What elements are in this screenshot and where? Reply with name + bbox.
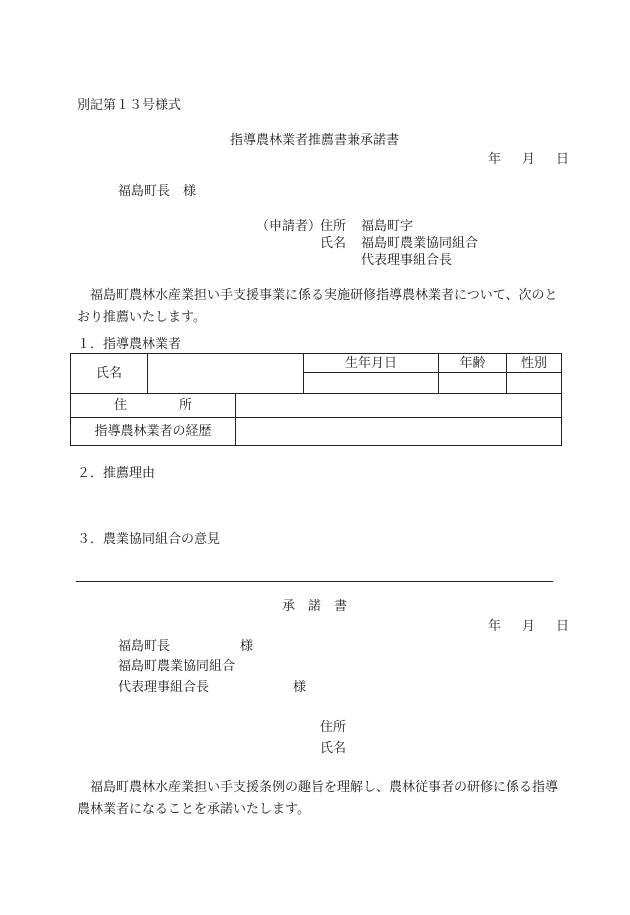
document-title: 指導農林業者推薦書兼承諾書 bbox=[230, 133, 400, 148]
consent-name-label: 氏名 bbox=[320, 741, 347, 756]
career-header-cell bbox=[71, 418, 236, 446]
consent-address-label: 住所 bbox=[320, 720, 347, 735]
name-header: 氏名 bbox=[95, 366, 122, 381]
applicant-label: （申請者） bbox=[256, 219, 322, 234]
career-value-cell[interactable] bbox=[236, 418, 562, 446]
trainer-table bbox=[70, 353, 562, 446]
applicant-name-label: 氏名 bbox=[320, 236, 347, 251]
consent-addressee-coop: 福島町農業協同組合 bbox=[118, 659, 236, 674]
consent-honorific-mayor: 様 bbox=[240, 639, 254, 654]
birthdate-value-cell[interactable] bbox=[304, 373, 439, 394]
address-value-cell[interactable] bbox=[236, 394, 562, 418]
consent-addressee-mayor: 福島町長 bbox=[118, 639, 171, 654]
applicant-address-label: 住所 bbox=[320, 219, 347, 234]
name-header-cell bbox=[71, 354, 148, 394]
address-header-cell bbox=[71, 394, 236, 418]
intro-paragraph-text: 福島町農林水産業担い手支援事業に係る実施研修指導農林業者について、次のとおり推薦いたします。 bbox=[77, 288, 558, 325]
sex-value-cell[interactable] bbox=[507, 373, 562, 394]
age-value-cell[interactable] bbox=[439, 373, 507, 394]
intro-paragraph bbox=[77, 285, 563, 329]
applicant-address-value: 福島町字 bbox=[361, 219, 414, 234]
career-header: 指導農林業者の経歴 bbox=[94, 424, 212, 439]
age-header: 年齢 bbox=[459, 355, 486, 371]
name-value-cell[interactable] bbox=[148, 354, 304, 394]
applicant-name-value: 福島町農業協同組合 bbox=[361, 236, 479, 251]
consent-addressee-representative: 代表理事組合長 bbox=[118, 680, 210, 695]
consent-date-line: 年 月 日 bbox=[488, 619, 574, 634]
birthdate-header: 生年月日 bbox=[344, 355, 397, 371]
sex-header: 性別 bbox=[520, 355, 547, 371]
form-number: 別記第１３号様式 bbox=[77, 98, 182, 113]
section2-heading: ２．推薦理由 bbox=[77, 466, 156, 481]
birthdate-header-cell bbox=[304, 354, 439, 373]
consent-title: 承 諾 書 bbox=[282, 599, 348, 614]
sex-header-cell bbox=[507, 354, 562, 373]
section3-heading: ３．農業協同組合の意見 bbox=[77, 532, 221, 547]
consent-paragraph bbox=[77, 777, 563, 821]
applicant-representative: 代表理事組合長 bbox=[361, 253, 453, 268]
consent-paragraph-text: 福島町農林水産業担い手支援条例の趣旨を理解し、農林従事者の研修に係る指導農林業者になることを承諾いたします。 bbox=[77, 780, 559, 817]
addressee: 福島町長 様 bbox=[118, 184, 197, 199]
date-line: 年 月 日 bbox=[488, 152, 574, 167]
section1-heading: １．指導農林業者 bbox=[77, 337, 182, 352]
section-divider bbox=[76, 581, 553, 582]
consent-honorific-representative: 様 bbox=[293, 680, 307, 695]
address-header: 住 所 bbox=[113, 398, 192, 413]
age-header-cell bbox=[439, 354, 507, 373]
